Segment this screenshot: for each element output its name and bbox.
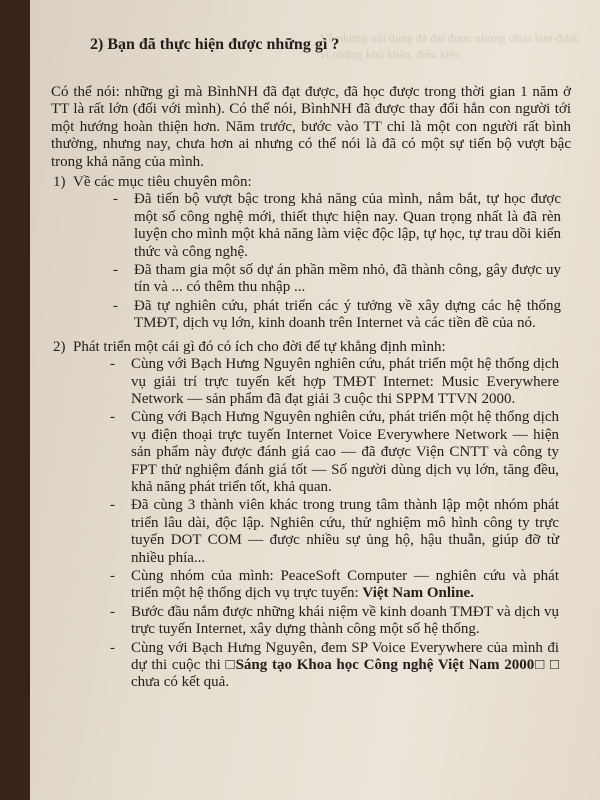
dash-bullet: - bbox=[110, 639, 115, 656]
list-item bbox=[110, 497, 559, 567]
section-1-title bbox=[51, 174, 571, 191]
section-2 bbox=[51, 339, 571, 692]
section-1-title-text: Về các mục tiêu chuyên môn: bbox=[73, 174, 252, 191]
dash-bullet: - bbox=[113, 191, 118, 208]
section-1-list bbox=[51, 191, 571, 332]
dash-bullet: - bbox=[110, 409, 115, 426]
list-item bbox=[110, 409, 559, 496]
document-page bbox=[30, 0, 600, 800]
list-item bbox=[110, 639, 560, 692]
quote-mark-open: □ bbox=[225, 657, 236, 673]
section-heading: 2) Bạn đã thực hiện được những gì ? bbox=[90, 36, 340, 53]
dash-bullet: - bbox=[110, 497, 115, 514]
product-name: Việt Nam Online. bbox=[362, 585, 474, 602]
list-item-text: Đã tiến bộ vượt bậc trong khả năng của mình, nắm bắt, tự học được một số công nghệ mới, thiết thực hiện nay. Quan trọng nhất là đã rèn luyện cho mình một khả năng làm việc độc lập, tự học, tự trau dồi kiến thức và công nghệ. bbox=[134, 191, 561, 260]
section-2-number: 2) bbox=[53, 338, 66, 355]
list-item bbox=[110, 603, 559, 639]
dash-bullet: - bbox=[110, 567, 115, 584]
section-2-title-text: Phát triển một cái gì đó có ích cho đời để tự khẳng định mình: bbox=[73, 338, 446, 355]
list-item-text: Đã cùng 3 thành viên khác trong trung tâm thành lập một nhóm phát triển lâu dài, độc lập. Nghiên cứu, thử nghiệm mô hình công ty trực tuyến DOT COM — được nhiều sự ủng hộ, hậu thuẫn, giúp đỡ từ nhiều phía... bbox=[131, 497, 559, 566]
list-item bbox=[110, 356, 559, 408]
dash-bullet: - bbox=[113, 297, 118, 314]
list-item-text-end: chưa có kết quả. bbox=[131, 674, 230, 691]
list-item bbox=[110, 567, 559, 603]
section-2-list bbox=[51, 356, 571, 692]
section-1-number: 1) bbox=[53, 174, 66, 191]
list-item-text: Cùng với Bạch Hưng Nguyên nghiên cứu, phát triển một hệ thống dịch vụ giải trí trực tuyến kết hợp TMĐT Internet: Music Everywhere Network — sản phẩm đã đạt giải 3 cuộc thi SPPM TTVN 2000. bbox=[131, 356, 559, 407]
intro-paragraph: Có thể nói: những gì mà BìnhNH đã đạt được, đã học được trong thời gian 1 năm ở TT là rất lớn (đối với mình). Có thể nói, BìnhNH đã được thay đổi hẳn con người tới một hướng hoàn thiện hơn. Năm trước, bước vào TT chỉ là một con người rất bình thường, nhưng nay, chưa hơn ai nhưng có thể nói là đã có một sự tiến bộ vượt bậc trong khả năng của mình. bbox=[51, 84, 571, 170]
list-item-text: Đã tham gia một số dự án phần mềm nhỏ, đã thành công, gây được uy tín và ... có thêm thu nhập ... bbox=[134, 262, 561, 296]
list-item bbox=[113, 191, 561, 261]
list-item bbox=[113, 297, 561, 333]
contest-name: Sáng tạo Khoa học Công nghệ Việt Nam 2000 bbox=[235, 657, 535, 673]
bleed-through-text: Về những nội dung đã đạt được nhưng chưa làm được vì những khó khăn, điều kiện bbox=[320, 31, 580, 61]
list-item-text: Bước đầu nắm được những khái niệm về kinh doanh TMĐT và dịch vụ trực tuyến Internet, xây dựng thành công một số hệ thống. bbox=[131, 603, 559, 638]
quote-mark-close: □ □ bbox=[534, 657, 560, 673]
section-2-title bbox=[51, 339, 571, 356]
dash-bullet: - bbox=[113, 262, 118, 279]
dash-bullet: - bbox=[110, 356, 115, 373]
dash-bullet: - bbox=[110, 603, 115, 620]
section-1 bbox=[51, 174, 571, 333]
list-item-text: Cùng nhóm của mình: PeaceSoft Computer — nghiên cứu và phát triển một hệ thống dịch vụ trực tuyến: bbox=[131, 567, 559, 602]
list-item-text: Cùng với Bạch Hưng Nguyên nghiên cứu, phát triển một hệ thống dịch vụ điện thoại trực tuyến Internet Voice Everywhere Network — hiện sản phẩm này được đánh giá cao — đã được Viện CNTT và công ty FPT thử nghiệm đánh giá tốt — Số người dùng dịch vụ lớn, tăng đều, khả năng phát triển tốt, khả quan. bbox=[131, 409, 559, 495]
body-text bbox=[51, 84, 571, 692]
list-item-text: Đã tự nghiên cứu, phát triển các ý tưởng về xây dựng các hệ thống TMĐT, dịch vụ lớn, kinh doanh trên Internet và các tiền đề của nó. bbox=[134, 297, 561, 332]
list-item-text: Cùng với Bạch Hưng Nguyên, đem SP Voice Everywhere của mình đi dự thi cuộc thi bbox=[131, 639, 559, 673]
list-item bbox=[113, 262, 561, 297]
